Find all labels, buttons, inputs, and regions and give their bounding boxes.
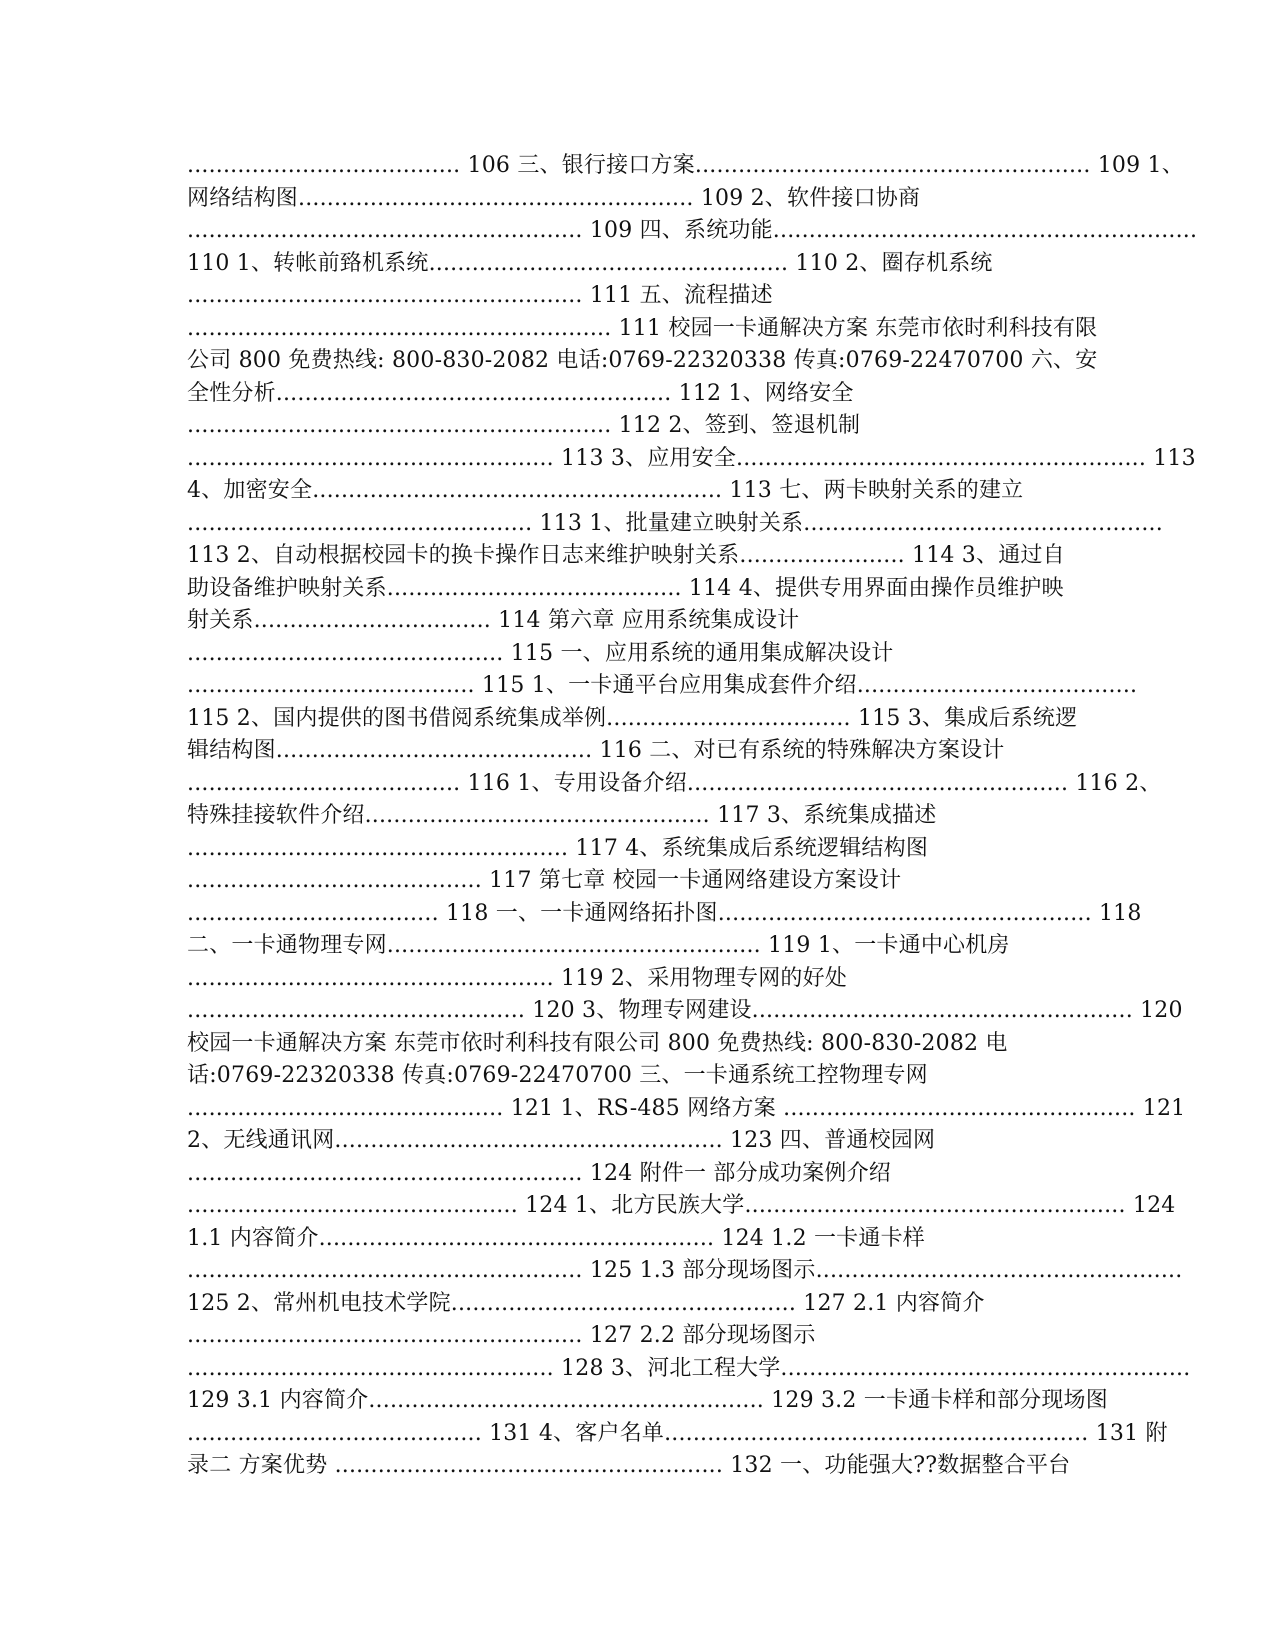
toc-line: 辑结构图............................................ 116 二、对已有系统的特殊解决方案设计 xyxy=(187,738,1005,763)
toc-line: ........................................ 115 1、一卡通平台应用集成套件介绍....................................... xyxy=(187,673,1138,698)
toc-line: ............................................ 115 一、应用系统的通用集成解决设计 xyxy=(187,640,894,666)
toc-line: 特殊挂接软件介绍................................................ 117 3、系统集成描述 xyxy=(187,803,937,828)
toc-text-block xyxy=(187,150,1198,1483)
toc-line: ................................................... 113 3、应用安全......................................................... 113 xyxy=(187,445,1196,471)
toc-line: ........................................................... 111 校园一卡通解决方案 东莞市依时利科技有限 xyxy=(187,315,1098,341)
toc-line: 公司 800 免费热线: 800-830-2082 电话:0769-22320338 传真:0769-22470700 六、安 xyxy=(187,348,1098,373)
toc-line: ............................................ 121 1、RS-485 网络方案 ................................................. 121 xyxy=(187,1095,1186,1121)
toc-line: ................................................... 128 3、河北工程大学......................................................... xyxy=(187,1355,1191,1381)
toc-line: 助设备维护映射关系......................................... 114 4、提供专用界面由操作员维护映 xyxy=(187,575,1064,601)
toc-line: ................................... 118 一、一卡通网络拓扑图.................................................... 118 xyxy=(187,900,1142,926)
toc-line: 115 2、国内提供的图书借阅系统集成举例.................................. 115 3、集成后系统逻 xyxy=(187,705,1078,731)
toc-line: ....................................................... 109 四、系统功能........................................................... xyxy=(187,218,1198,243)
toc-line: 1.1 内容简介....................................................... 124 1.2 一卡通卡样 xyxy=(187,1225,925,1251)
toc-line: 二、一卡通物理专网.................................................... 119 1、一卡通中心机房 xyxy=(187,933,1010,958)
toc-line: ....................................................... 127 2.2 部分现场图示 xyxy=(187,1323,816,1348)
toc-line: 网络结构图....................................................... 109 2、软件接口协商 xyxy=(187,185,921,211)
toc-line: ...................................... 116 1、专用设备介绍..................................................... 116 2、 xyxy=(187,770,1162,796)
toc-line: .............................................. 124 1、北方民族大学..................................................... 124 xyxy=(187,1193,1176,1218)
toc-line: ....................................................... 125 1.3 部分现场图示................................................... xyxy=(187,1258,1183,1283)
toc-line: 110 1、转帐前臵机系统.................................................. 110 2、圈存机系统 xyxy=(187,250,993,276)
toc-line: 全性分析....................................................... 112 1、网络安全 xyxy=(187,380,854,406)
toc-line: 2、无线通讯网...................................................... 123 四、普通校园网 xyxy=(187,1128,936,1153)
toc-line: ....................................................... 124 附件一 部分成功案例介绍 xyxy=(187,1160,891,1186)
toc-line: ...................................... 106 三、银行接口方案....................................................... 109 1、 xyxy=(187,153,1184,178)
toc-line: 校园一卡通解决方案 东莞市依时利科技有限公司 800 免费热线: 800-830-2082 电 xyxy=(187,1030,1008,1056)
toc-line: 录二 方案优势 ...................................................... 132 一、功能强大??数据整合平台 xyxy=(187,1453,1071,1478)
toc-line: ................................................... 119 2、采用物理专网的好处 xyxy=(187,965,848,991)
toc-line: ............................................... 120 3、物理专网建设..................................................... 120 xyxy=(187,998,1183,1023)
toc-line: 射关系................................. 114 第六章 应用系统集成设计 xyxy=(187,608,800,633)
toc-line: ................................................ 113 1、批量建立映射关系.................................................. xyxy=(187,510,1163,536)
toc-line: ....................................................... 111 五、流程描述 xyxy=(187,283,773,308)
toc-line: 113 2、自动根据校园卡的换卡操作日志来维护映射关系....................... 114 3、通过自 xyxy=(187,543,1065,568)
toc-line: ......................................... 131 4、客户名单........................................................... 131 附 xyxy=(187,1420,1168,1446)
toc-line: ..................................................... 117 4、系统集成后系统逻辑结构图 xyxy=(187,835,929,861)
toc-line: 129 3.1 内容简介....................................................... 129 3.2 一卡通卡样和部分现场图 xyxy=(187,1388,1108,1413)
toc-line: 125 2、常州机电技术学院................................................ 127 2.1 内容简介 xyxy=(187,1290,985,1316)
toc-line: 话:0769-22320338 传真:0769-22470700 三、一卡通系统工控物理专网 xyxy=(187,1063,928,1088)
toc-line: 4、加密安全......................................................... 113 七、两卡映射关系的建立 xyxy=(187,478,1024,503)
toc-line: ........................................................... 112 2、签到、签退机制 xyxy=(187,413,861,438)
toc-line: ......................................... 117 第七章 校园一卡通网络建设方案设计 xyxy=(187,868,902,893)
